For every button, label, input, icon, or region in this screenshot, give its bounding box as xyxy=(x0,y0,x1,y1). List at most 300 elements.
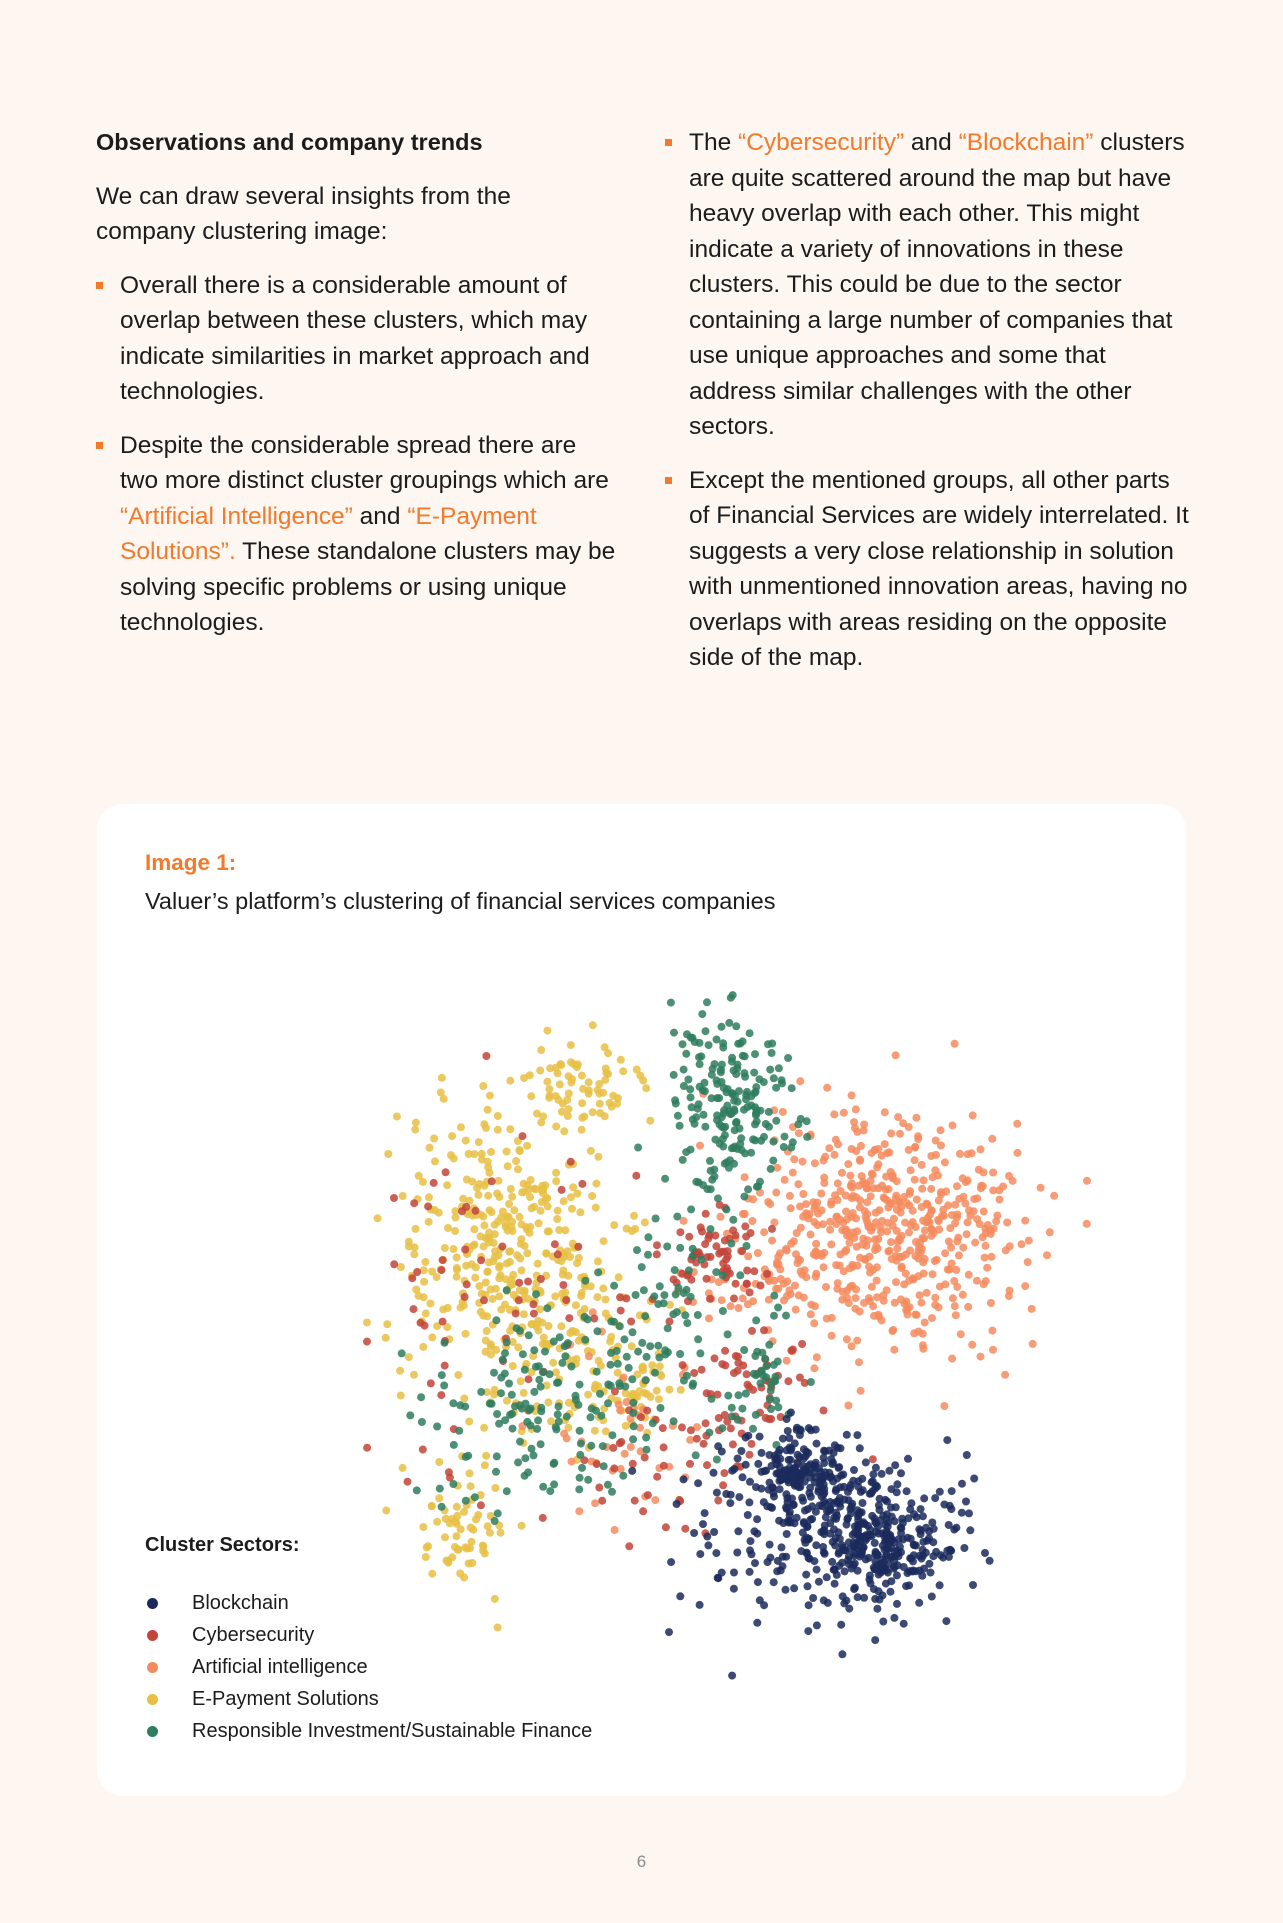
data-point xyxy=(433,1518,441,1526)
data-point xyxy=(544,1202,552,1210)
data-point xyxy=(602,1296,610,1304)
data-point xyxy=(728,1404,736,1412)
data-point xyxy=(804,1582,812,1590)
data-point xyxy=(820,1179,828,1187)
data-point xyxy=(792,1250,800,1258)
data-point xyxy=(975,1166,983,1174)
data-point xyxy=(740,1193,748,1201)
data-point xyxy=(679,1156,687,1164)
data-point xyxy=(604,1070,612,1078)
data-point xyxy=(1046,1228,1054,1236)
data-point xyxy=(405,1353,413,1361)
bullet-marker-icon xyxy=(665,139,672,146)
data-point xyxy=(654,1342,662,1350)
data-point xyxy=(753,1515,761,1523)
data-point xyxy=(431,1157,439,1165)
data-point xyxy=(462,1330,470,1338)
data-point xyxy=(979,1182,987,1190)
data-point xyxy=(820,1263,828,1271)
data-point xyxy=(894,1561,902,1569)
data-point xyxy=(494,1509,502,1517)
data-point xyxy=(478,1156,486,1164)
data-point xyxy=(703,1275,711,1283)
data-point xyxy=(807,1378,815,1386)
data-point xyxy=(437,1089,445,1097)
data-point xyxy=(768,1225,776,1233)
data-point xyxy=(706,1295,714,1303)
data-point xyxy=(746,1451,754,1459)
data-point xyxy=(767,1387,775,1395)
data-point xyxy=(495,1274,503,1282)
data-point xyxy=(545,1227,553,1235)
data-point xyxy=(530,1388,538,1396)
data-point xyxy=(945,1553,953,1561)
data-point xyxy=(757,1485,765,1493)
data-point xyxy=(712,1549,720,1557)
data-point xyxy=(462,1262,470,1270)
data-point xyxy=(629,1460,637,1468)
data-point xyxy=(734,1527,742,1535)
data-point xyxy=(799,1158,807,1166)
data-point xyxy=(620,1335,628,1343)
data-point xyxy=(649,1419,657,1427)
data-point xyxy=(558,1257,566,1265)
data-point xyxy=(581,1336,589,1344)
data-point xyxy=(396,1367,404,1375)
data-point xyxy=(727,994,735,1002)
data-point xyxy=(966,1526,974,1534)
data-point xyxy=(673,1308,681,1316)
data-point xyxy=(887,1588,895,1596)
data-point xyxy=(534,1260,542,1268)
data-point xyxy=(504,1162,512,1170)
data-point xyxy=(1050,1192,1058,1200)
data-point xyxy=(752,1111,760,1119)
data-point xyxy=(705,1429,713,1437)
data-point xyxy=(794,1180,802,1188)
data-point xyxy=(823,1573,831,1581)
data-point xyxy=(770,1292,778,1300)
data-point xyxy=(471,1274,479,1282)
data-point xyxy=(782,1312,790,1320)
data-point xyxy=(485,1239,493,1247)
data-point xyxy=(476,1180,484,1188)
data-point xyxy=(699,1181,707,1189)
data-point xyxy=(832,1261,840,1269)
data-point xyxy=(484,1192,492,1200)
data-point xyxy=(834,1179,842,1187)
data-point xyxy=(881,1140,889,1148)
data-point xyxy=(457,1123,465,1131)
data-point xyxy=(696,1601,704,1609)
data-point xyxy=(927,1185,935,1193)
data-point xyxy=(784,1427,792,1435)
data-point xyxy=(475,1138,483,1146)
data-point xyxy=(616,1322,624,1330)
data-point xyxy=(629,1328,637,1336)
data-point xyxy=(787,1347,795,1355)
data-point xyxy=(741,1149,749,1157)
data-point xyxy=(821,1522,829,1530)
data-point xyxy=(820,1157,828,1165)
data-point xyxy=(680,1066,688,1074)
data-point xyxy=(884,1519,892,1527)
data-point xyxy=(810,1319,818,1327)
data-point xyxy=(615,1273,623,1281)
series-blockchain xyxy=(628,1409,993,1680)
data-point xyxy=(515,1296,523,1304)
data-point xyxy=(798,1340,806,1348)
data-point xyxy=(760,1601,768,1609)
data-point xyxy=(860,1180,868,1188)
data-point xyxy=(587,1147,595,1155)
data-point xyxy=(826,1226,834,1234)
data-point xyxy=(541,1348,549,1356)
data-point xyxy=(557,1061,565,1069)
data-point xyxy=(516,1255,524,1263)
data-point xyxy=(820,1407,828,1415)
data-point xyxy=(550,1338,558,1346)
data-point xyxy=(779,1108,787,1116)
data-point xyxy=(765,1341,773,1349)
data-point xyxy=(514,1165,522,1173)
data-point xyxy=(711,1354,719,1362)
data-point xyxy=(630,1212,638,1220)
data-point xyxy=(917,1299,925,1307)
data-point xyxy=(888,1255,896,1263)
bullet-marker-icon xyxy=(665,477,672,484)
data-point xyxy=(769,1138,777,1146)
data-point xyxy=(843,1335,851,1343)
data-point xyxy=(763,1270,771,1278)
data-point xyxy=(551,1292,559,1300)
data-point xyxy=(766,1554,774,1562)
data-point xyxy=(484,1522,492,1530)
data-point xyxy=(680,1082,688,1090)
data-point xyxy=(902,1306,910,1314)
data-point xyxy=(650,1292,658,1300)
data-point xyxy=(546,1064,554,1072)
data-point xyxy=(486,1092,494,1100)
data-point xyxy=(853,1431,861,1439)
data-point xyxy=(702,1027,710,1035)
data-point xyxy=(899,1536,907,1544)
data-point xyxy=(480,1120,488,1128)
data-point xyxy=(768,1237,776,1245)
data-point xyxy=(831,1151,839,1159)
data-point xyxy=(962,1498,970,1506)
data-point xyxy=(718,1424,726,1432)
data-point xyxy=(772,1189,780,1197)
data-point xyxy=(714,1497,722,1505)
data-point xyxy=(960,1544,968,1552)
left-column xyxy=(96,125,616,659)
data-point xyxy=(631,1497,639,1505)
data-point xyxy=(817,1190,825,1198)
data-point xyxy=(876,1506,884,1514)
data-point xyxy=(561,1352,569,1360)
data-point xyxy=(698,1366,706,1374)
data-point xyxy=(666,1386,674,1394)
data-point xyxy=(727,1302,735,1310)
data-point xyxy=(512,1157,520,1165)
data-point xyxy=(727,1491,735,1499)
data-point xyxy=(419,1343,427,1351)
data-point xyxy=(644,1491,652,1499)
data-point xyxy=(911,1156,919,1164)
data-point xyxy=(703,1461,711,1469)
data-point xyxy=(853,1243,861,1251)
data-point xyxy=(885,1185,893,1193)
data-point xyxy=(907,1221,915,1229)
data-point xyxy=(576,1427,584,1435)
data-point xyxy=(706,1157,714,1165)
data-point xyxy=(537,1440,545,1448)
data-point xyxy=(784,1377,792,1385)
data-point xyxy=(519,1132,527,1140)
data-point xyxy=(520,1074,528,1082)
data-point xyxy=(671,1266,679,1274)
data-point xyxy=(652,1215,660,1223)
data-point xyxy=(837,1187,845,1195)
data-point xyxy=(890,1346,898,1354)
data-point xyxy=(546,1487,554,1495)
data-point xyxy=(405,1242,413,1250)
data-point xyxy=(840,1109,848,1117)
data-point xyxy=(435,1458,443,1466)
data-point xyxy=(464,1452,472,1460)
data-point xyxy=(724,1330,732,1338)
data-point xyxy=(772,1285,780,1293)
data-point xyxy=(1043,1251,1051,1259)
data-point xyxy=(708,1094,716,1102)
data-point xyxy=(773,1456,781,1464)
data-point xyxy=(710,1166,718,1174)
data-point xyxy=(807,1231,815,1239)
data-point xyxy=(685,1266,693,1274)
data-point xyxy=(384,1150,392,1158)
data-point xyxy=(535,1376,543,1384)
data-point xyxy=(592,1180,600,1188)
data-point xyxy=(746,1288,754,1296)
data-point xyxy=(747,1101,755,1109)
data-point xyxy=(893,1177,901,1185)
data-point xyxy=(733,1549,741,1557)
data-point xyxy=(770,1578,778,1586)
data-point xyxy=(488,1400,496,1408)
data-point xyxy=(412,1225,420,1233)
data-point xyxy=(727,1240,735,1248)
data-point xyxy=(602,1310,610,1318)
data-point xyxy=(843,1431,851,1439)
data-point xyxy=(973,1194,981,1202)
data-point xyxy=(1013,1120,1021,1128)
data-point xyxy=(393,1113,401,1121)
data-point xyxy=(765,1108,773,1116)
data-point xyxy=(727,1424,735,1432)
data-point xyxy=(929,1552,937,1560)
data-point xyxy=(480,1424,488,1432)
data-point xyxy=(839,1288,847,1296)
data-point xyxy=(801,1467,809,1475)
data-point xyxy=(924,1217,932,1225)
data-point xyxy=(598,1497,606,1505)
data-point xyxy=(813,1621,821,1629)
data-point xyxy=(879,1291,887,1299)
data-point xyxy=(619,1067,627,1075)
data-point xyxy=(931,1494,939,1502)
data-point xyxy=(717,1213,725,1221)
data-point xyxy=(892,1051,900,1059)
data-point xyxy=(784,1054,792,1062)
data-point xyxy=(929,1270,937,1278)
data-point xyxy=(977,1353,985,1361)
data-point xyxy=(410,1250,418,1258)
data-point xyxy=(768,1049,776,1057)
data-point xyxy=(949,1121,957,1129)
data-point xyxy=(969,1581,977,1589)
data-point xyxy=(873,1277,881,1285)
data-point xyxy=(749,1386,757,1394)
data-point xyxy=(824,1599,832,1607)
data-point xyxy=(621,1450,629,1458)
data-point xyxy=(439,1318,447,1326)
data-point xyxy=(739,1473,747,1481)
data-point xyxy=(480,1221,488,1229)
data-point xyxy=(828,1314,836,1322)
data-point xyxy=(639,1507,647,1515)
data-point xyxy=(450,1155,458,1163)
data-point xyxy=(820,1548,828,1556)
data-point xyxy=(1083,1220,1091,1228)
data-point xyxy=(509,1227,517,1235)
data-point xyxy=(919,1512,927,1520)
data-point xyxy=(632,1291,640,1299)
data-point xyxy=(601,1112,609,1120)
data-point xyxy=(695,1053,703,1061)
data-point xyxy=(883,1149,891,1157)
data-point xyxy=(477,1232,485,1240)
data-point xyxy=(708,1395,716,1403)
data-point xyxy=(562,1296,570,1304)
data-point xyxy=(756,1178,764,1186)
data-point xyxy=(848,1145,856,1153)
data-point xyxy=(892,1503,900,1511)
data-point xyxy=(428,1333,436,1341)
data-point xyxy=(510,1206,518,1214)
data-point xyxy=(725,1019,733,1027)
data-point xyxy=(617,1307,625,1315)
data-point xyxy=(890,1614,898,1622)
data-point xyxy=(745,1498,753,1506)
data-point xyxy=(868,1170,876,1178)
data-point xyxy=(892,1194,900,1202)
data-point xyxy=(922,1524,930,1532)
data-point xyxy=(873,1605,881,1613)
data-point xyxy=(578,1126,586,1134)
data-point xyxy=(520,1289,528,1297)
data-point xyxy=(465,1418,473,1426)
data-point xyxy=(410,1199,418,1207)
data-point xyxy=(783,1357,791,1365)
data-point xyxy=(721,1123,729,1131)
data-point xyxy=(810,1218,818,1226)
data-point xyxy=(936,1488,944,1496)
data-point xyxy=(498,1243,506,1251)
data-point xyxy=(742,1461,750,1469)
data-point xyxy=(503,1487,511,1495)
data-point xyxy=(1024,1258,1032,1266)
data-point xyxy=(718,1360,726,1368)
data-point xyxy=(680,1475,688,1483)
data-point xyxy=(505,1213,513,1221)
data-point xyxy=(715,1414,723,1422)
data-point xyxy=(734,1359,742,1367)
data-point xyxy=(918,1161,926,1169)
data-point xyxy=(971,1239,979,1247)
data-point xyxy=(797,1115,805,1123)
data-point xyxy=(696,1060,704,1068)
data-point xyxy=(951,1201,959,1209)
data-point xyxy=(959,1244,967,1252)
data-point xyxy=(796,1077,804,1085)
data-point xyxy=(593,1368,601,1376)
data-point xyxy=(679,1361,687,1369)
data-point xyxy=(398,1349,406,1357)
data-point xyxy=(461,1246,469,1254)
data-point xyxy=(898,1253,906,1261)
data-point xyxy=(549,1359,557,1367)
data-point xyxy=(948,1211,956,1219)
data-point xyxy=(730,1569,738,1577)
data-point xyxy=(506,1077,514,1085)
data-point xyxy=(732,1022,740,1030)
data-point xyxy=(539,1514,547,1522)
data-point xyxy=(530,1310,538,1318)
data-point xyxy=(496,1262,504,1270)
data-point xyxy=(552,1425,560,1433)
data-point xyxy=(530,1346,538,1354)
data-point xyxy=(828,1332,836,1340)
data-point xyxy=(454,1371,462,1379)
data-point xyxy=(739,1210,747,1218)
data-point xyxy=(503,1338,511,1346)
data-point xyxy=(596,1390,604,1398)
data-point xyxy=(869,1455,877,1463)
data-point xyxy=(565,1090,573,1098)
data-point xyxy=(483,1327,491,1335)
data-point xyxy=(881,1496,889,1504)
data-point xyxy=(952,1266,960,1274)
data-point xyxy=(903,1487,911,1495)
data-point xyxy=(887,1485,895,1493)
data-point xyxy=(841,1567,849,1575)
data-point xyxy=(772,1117,780,1125)
data-point xyxy=(676,1592,684,1600)
data-point xyxy=(593,1327,601,1335)
data-point xyxy=(614,1360,622,1368)
data-point xyxy=(625,1542,633,1550)
data-point xyxy=(577,1292,585,1300)
data-point xyxy=(910,1541,918,1549)
data-point xyxy=(623,1398,631,1406)
data-point xyxy=(528,1204,536,1212)
data-point xyxy=(694,1335,702,1343)
data-point xyxy=(747,1537,755,1545)
legend-label: Cybersecurity xyxy=(192,1623,315,1646)
data-point xyxy=(469,1526,477,1534)
data-point xyxy=(968,1149,976,1157)
